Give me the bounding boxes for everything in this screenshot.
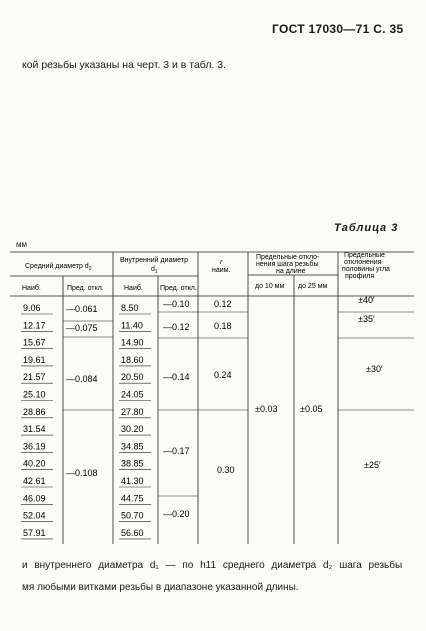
d1-value-7: 30.20 (121, 424, 144, 435)
d1-value-5: 24.05 (121, 389, 144, 400)
d1-value-0: 8.50 (121, 303, 139, 313)
d2-value-8: 36.19 (23, 441, 46, 452)
header-r: r (220, 259, 223, 266)
header-pitch-1: Предельные откло- (256, 254, 320, 261)
header-pitch-10: до 10 мм (255, 283, 285, 290)
angle-dev-1: ±35′ (358, 314, 375, 324)
page-header: ГОСТ 17030—71 С. 35 (272, 22, 404, 36)
header-mean-diam: Средний диаметр $d_2$ (25, 263, 92, 272)
header-pred-2: Пред. откл. (160, 285, 197, 292)
r-value-1: 0.18 (214, 321, 232, 331)
header-angle-1: Предельные (344, 252, 385, 259)
r-value-0: 0.12 (214, 299, 232, 309)
angle-dev-3: ±25′ (364, 460, 381, 470)
d1-value-3: 18.60 (121, 354, 144, 365)
r-value-2: 0.24 (214, 370, 232, 380)
header-pitch-2: нения шага резьбы (256, 261, 319, 268)
d2-dev-1: —0.075 (66, 323, 98, 333)
d2-value-11: 46.09 (23, 493, 46, 504)
header-inner-diam-sym: $d_1$ (151, 266, 158, 275)
d2-value-6: 28.86 (23, 406, 46, 417)
d1-dev-3: —0.17 (163, 446, 190, 456)
d2-value-5: 25.10 (23, 389, 46, 400)
d2-value-4: 21.57 (23, 372, 46, 383)
unit-label: мм (16, 240, 27, 249)
d1-value-1: 11.40 (121, 320, 143, 331)
d1-value-8: 34.85 (121, 441, 144, 452)
footer-line-1: и внутреннего диаметра d₁ — по h11 среднего диаметра d₂ шага резьбы (22, 560, 403, 571)
d1-value-2: 14.90 (121, 337, 144, 348)
d1-column (119, 303, 151, 539)
table-header (22, 252, 390, 292)
d2-value-0: 9.06 (23, 303, 41, 313)
d1-value-11: 44.75 (121, 493, 144, 504)
footer-line-2: мя любыми витками резьбы в диапазоне указанной длины. (22, 582, 299, 593)
angle-dev-2: ±30′ (366, 364, 383, 374)
d1-value-12: 50.70 (121, 510, 144, 521)
d2-dev-0: —0.061 (66, 304, 98, 314)
header-angle-2: отклонения (344, 259, 382, 266)
header-pitch-25: до 25 мм (298, 283, 328, 290)
header-inner-diam: Внутренний диаметр (120, 257, 188, 264)
paragraph-top: кой резьбы указаны на черт. 3 и в табл. 3. (22, 59, 227, 71)
header-angle-4: профиля (345, 273, 375, 280)
header-pitch-3: на длине (276, 268, 306, 275)
d2-column (21, 303, 53, 539)
d1-dev-4: —0.20 (163, 509, 190, 519)
d2-value-1: 12.17 (23, 320, 46, 331)
d1-value-6: 27.80 (121, 406, 144, 417)
header-naib-2: Наиб. (124, 285, 143, 292)
d2-value-13: 57.91 (23, 527, 46, 538)
d2-value-7: 31.54 (23, 424, 46, 435)
table-title: Таблица 3 (334, 222, 399, 234)
d2-value-9: 40.20 (23, 458, 46, 469)
r-value-3: 0.30 (217, 465, 235, 475)
d2-dev-2: —0.084 (66, 374, 98, 384)
d2-value-3: 19.61 (23, 354, 46, 365)
d2-value-12: 52.04 (23, 510, 46, 521)
pitch-dev-10: ±0.03 (255, 404, 278, 414)
table-grid (10, 252, 414, 544)
angle-dev-0: ±40′ (358, 295, 375, 305)
d2-dev-3: —0.108 (66, 468, 98, 478)
d1-value-13: 56.60 (121, 527, 144, 538)
d1-dev-0: —0.10 (163, 299, 190, 309)
d2-value-10: 42.61 (23, 476, 46, 486)
d1-dev-2: —0.14 (163, 372, 190, 382)
header-r-sub: наим. (212, 267, 231, 274)
d1-dev-1: —0.12 (163, 322, 190, 332)
pitch-dev-25: ±0.05 (300, 404, 323, 414)
header-naib-1: Наиб. (22, 285, 41, 292)
header-angle-3: половины угла (342, 266, 390, 273)
d1-value-4: 20.50 (121, 372, 144, 383)
d1-value-10: 41.30 (121, 476, 144, 486)
d2-value-2: 15.67 (23, 337, 46, 348)
header-pred-1: Пред. откл. (67, 285, 104, 292)
d1-value-9: 38.85 (121, 458, 144, 469)
